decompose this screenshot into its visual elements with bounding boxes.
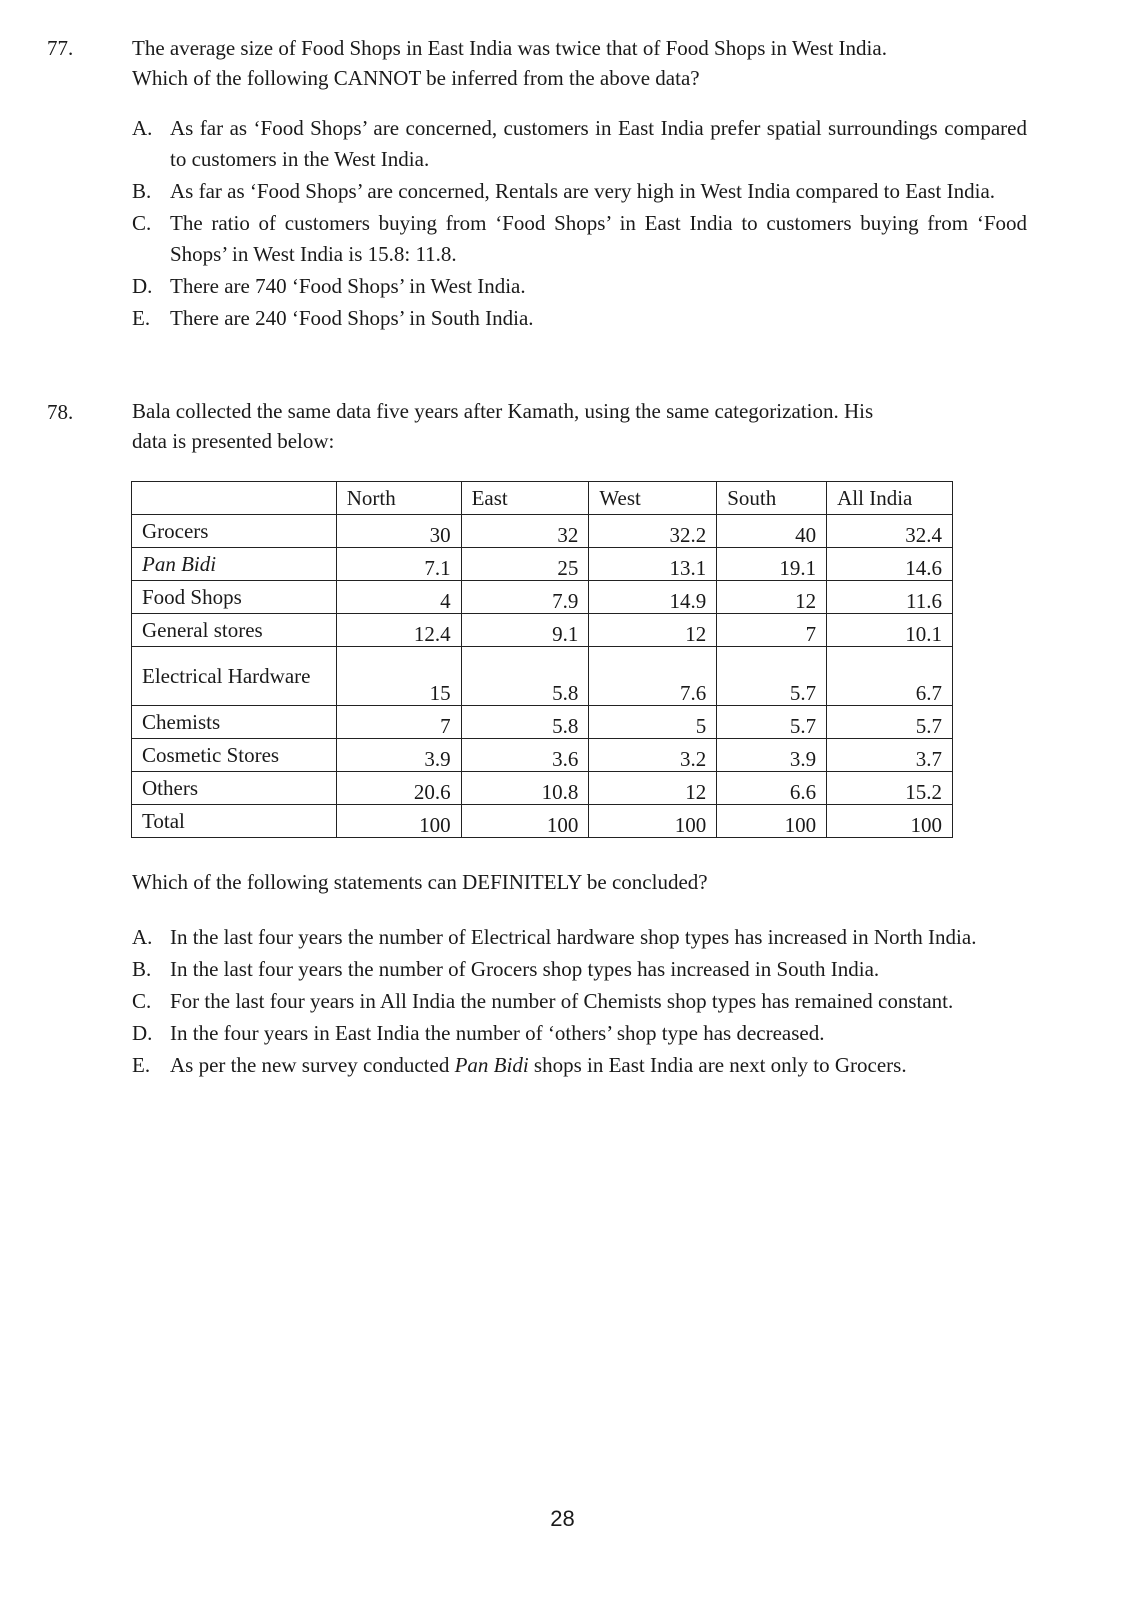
table-header-west: West xyxy=(589,482,717,515)
table-cell: 100 xyxy=(827,805,953,838)
table-cell: 14.9 xyxy=(589,581,717,614)
table-cell: 10.8 xyxy=(461,772,589,805)
table-header-east: East xyxy=(461,482,589,515)
option-letter: A. xyxy=(132,925,153,949)
table-cell: 3.9 xyxy=(336,739,461,772)
option-text: For the last four years in All India the number of Chemists shop types has remained constant. xyxy=(170,989,954,1013)
table-cell: 3.7 xyxy=(827,739,953,772)
table-cell: 5.8 xyxy=(461,706,589,739)
table-cell: 32 xyxy=(461,515,589,548)
table-cell: 7 xyxy=(336,706,461,739)
table-cell: 30 xyxy=(336,515,461,548)
row-label: Electrical Hardware xyxy=(132,647,337,706)
table-row xyxy=(132,772,953,805)
option-letter: B. xyxy=(132,179,152,203)
table-cell: 5.7 xyxy=(717,706,827,739)
table-row xyxy=(132,515,953,548)
table-cell: 3.2 xyxy=(589,739,717,772)
table-cell: 14.6 xyxy=(827,548,953,581)
row-label: General stores xyxy=(132,614,337,647)
table-cell: 10.1 xyxy=(827,614,953,647)
table-cell: 100 xyxy=(717,805,827,838)
option-letter: C. xyxy=(132,211,152,235)
row-label: Total xyxy=(132,805,337,838)
question-78-option-a xyxy=(132,922,1027,953)
table-cell: 6.7 xyxy=(827,647,953,706)
question-78-stem xyxy=(132,396,1012,456)
question-78-options xyxy=(132,922,1027,1082)
table-cell: 12 xyxy=(717,581,827,614)
table-cell: 12 xyxy=(589,614,717,647)
question-77-option-c xyxy=(132,208,1027,270)
table-cell: 7.1 xyxy=(336,548,461,581)
shop-distribution-table xyxy=(131,481,953,838)
table-cell: 9.1 xyxy=(461,614,589,647)
table-cell: 100 xyxy=(461,805,589,838)
table-cell: 25 xyxy=(461,548,589,581)
question-77-stem xyxy=(132,33,1012,93)
row-label: Food Shops xyxy=(132,581,337,614)
row-label: Cosmetic Stores xyxy=(132,739,337,772)
table-header-corner xyxy=(132,482,337,515)
table-header-north: North xyxy=(336,482,461,515)
table-cell: 32.4 xyxy=(827,515,953,548)
option-text: The ratio of customers buying from ‘Food Shops’ in East India to customers buying from ‘Food Shops’ in West India is 15.8: 11.8. xyxy=(170,211,1027,266)
option-text-after: shops in East India are next only to Grocers. xyxy=(528,1053,907,1077)
table-cell: 15.2 xyxy=(827,772,953,805)
option-text: In the last four years the number of Grocers shop types has increased in South India. xyxy=(170,957,880,981)
option-text: As far as ‘Food Shops’ are concerned, Rentals are very high in West India compared to East India. xyxy=(170,179,996,203)
option-text: In the four years in East India the number of ‘others’ shop type has decreased. xyxy=(170,1021,825,1045)
table-cell: 5.7 xyxy=(717,647,827,706)
table-header-all-india: All India xyxy=(827,482,953,515)
row-label: Grocers xyxy=(132,515,337,548)
table-cell: 4 xyxy=(336,581,461,614)
table-cell: 12 xyxy=(589,772,717,805)
table-cell: 11.6 xyxy=(827,581,953,614)
page-number: 28 xyxy=(550,1506,575,1531)
table-row xyxy=(132,614,953,647)
question-78-number: 78. xyxy=(47,400,74,424)
option-letter: D. xyxy=(132,274,153,298)
table-row xyxy=(132,739,953,772)
row-label: Pan Bidi xyxy=(132,548,337,581)
question-77-options xyxy=(132,113,1027,335)
option-letter: A. xyxy=(132,116,153,140)
question-77-option-b xyxy=(132,176,1027,207)
table-cell: 100 xyxy=(589,805,717,838)
table-cell: 19.1 xyxy=(717,548,827,581)
table-cell: 5.7 xyxy=(827,706,953,739)
option-text xyxy=(170,1050,1027,1081)
question-78-option-e xyxy=(132,1050,1027,1081)
table-cell: 5.8 xyxy=(461,647,589,706)
table-row xyxy=(132,706,953,739)
option-letter: E. xyxy=(132,306,151,330)
table-cell: 3.9 xyxy=(717,739,827,772)
table-cell: 13.1 xyxy=(589,548,717,581)
table-cell: 7.9 xyxy=(461,581,589,614)
table-header-row xyxy=(132,482,953,515)
question-77-number: 77. xyxy=(47,36,74,60)
question-78-stem-line1: Bala collected the same data five years after Kamath, using the same categorization. His xyxy=(132,399,874,423)
option-text: In the last four years the number of Electrical hardware shop types has increased in North India. xyxy=(170,925,977,949)
question-78-option-c xyxy=(132,986,1027,1017)
question-77-option-a xyxy=(132,113,1027,175)
table-cell: 3.6 xyxy=(461,739,589,772)
question-78-stem-line2: data is presented below: xyxy=(132,429,335,453)
option-text: As far as ‘Food Shops’ are concerned, customers in East India prefer spatial surroundings compared to customers in the West India. xyxy=(170,116,1027,171)
table-row xyxy=(132,647,953,706)
question-77-option-d xyxy=(132,271,1027,302)
option-text-before: As per the new survey conducted xyxy=(170,1053,455,1077)
table-cell: 7.6 xyxy=(589,647,717,706)
option-text-italic: Pan Bidi xyxy=(454,1053,529,1077)
row-label: Others xyxy=(132,772,337,805)
question-78-option-b xyxy=(132,954,1027,985)
table-cell: 32.2 xyxy=(589,515,717,548)
table-row xyxy=(132,805,953,838)
table-cell: 100 xyxy=(336,805,461,838)
table-header-south: South xyxy=(717,482,827,515)
option-text: There are 740 ‘Food Shops’ in West India. xyxy=(170,274,526,298)
table-row xyxy=(132,548,953,581)
option-letter: E. xyxy=(132,1053,151,1077)
option-text: There are 240 ‘Food Shops’ in South India. xyxy=(170,306,534,330)
row-label: Chemists xyxy=(132,706,337,739)
question-78-prompt: Which of the following statements can DEFINITELY be concluded? xyxy=(132,870,708,894)
table-cell: 5 xyxy=(589,706,717,739)
table-cell: 15 xyxy=(336,647,461,706)
table-cell: 7 xyxy=(717,614,827,647)
table-cell: 6.6 xyxy=(717,772,827,805)
question-77-stem-line2: Which of the following CANNOT be inferred from the above data? xyxy=(132,66,700,90)
option-letter: B. xyxy=(132,957,152,981)
table-row xyxy=(132,581,953,614)
question-77-option-e xyxy=(132,303,1027,334)
table-cell: 12.4 xyxy=(336,614,461,647)
question-78-option-d xyxy=(132,1018,1027,1049)
table-cell: 20.6 xyxy=(336,772,461,805)
question-77-stem-line1: The average size of Food Shops in East India was twice that of Food Shops in West India. xyxy=(132,36,887,60)
option-letter: D. xyxy=(132,1021,153,1045)
option-letter: C. xyxy=(132,989,152,1013)
table-cell: 40 xyxy=(717,515,827,548)
